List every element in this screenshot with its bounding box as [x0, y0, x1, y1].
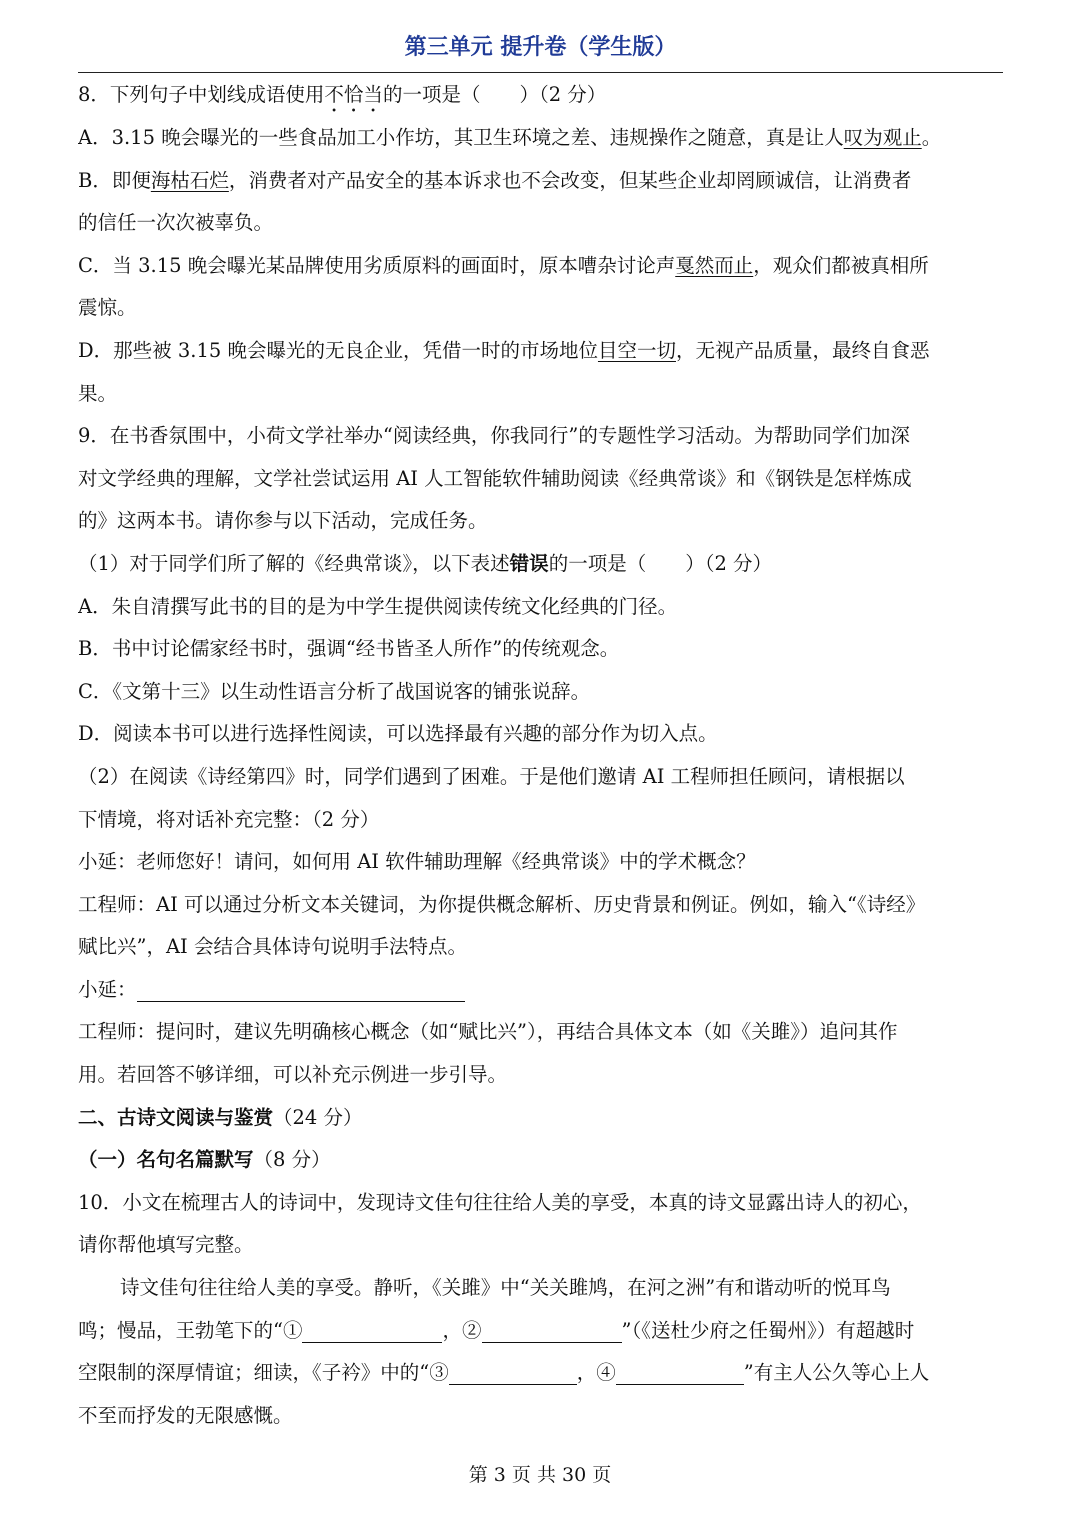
section-2-score: （24 分） [273, 1105, 363, 1129]
q10-text-before-blank4: ，④ [576, 1361, 616, 1385]
subsection-1-title: （一）名句名篇默写 [78, 1148, 254, 1172]
dialogue-student-1: 小延：老师您好！请问，如何用 AI 软件辅助理解《经典常谈》中的学术概念？ [78, 850, 756, 874]
q10-text-before-blank1: 鸣；慢品，王勃笔下的“① [78, 1318, 303, 1342]
q10-paragraph-line1: 诗文佳句往往给人美的享受。静听，《关雎》中“关关雎鸠，在河之洲”有和谐动听的悦耳鸟 [120, 1276, 891, 1300]
dialogue-student-label: 小延： [78, 977, 137, 1001]
q8-option-d-cont: 果。 [78, 381, 118, 405]
q8-c-end: ，观众们都被真相所 [753, 253, 929, 277]
subsection-1-score: （8 分） [253, 1148, 331, 1172]
q8-b-end: ，消费者对产品安全的基本诉求也不会改变，但某些企业却罔顾诚信，让消费者 [228, 168, 912, 192]
dialogue-engineer-2-line2: 用。若回答不够详细，可以补充示例进一步引导。 [78, 1063, 508, 1087]
answer-blank-2[interactable] [482, 1316, 622, 1343]
answer-blank-1[interactable] [302, 1316, 442, 1343]
q8-option-b-cont: 的信任一次次被辜负。 [78, 211, 274, 235]
q9-sub1-text: （1）对于同学们所了解的《经典常谈》，以下表述 [78, 551, 510, 575]
q9-option-c: C．《文第十三》以生动性语言分析了战国说客的铺张说辞。 [78, 679, 591, 703]
q10-paragraph-line2 [78, 1310, 1003, 1353]
dialogue-engineer-1-line2: 赋比兴”，AI 会结合具体诗句说明手法特点。 [78, 935, 467, 959]
q8-option-c-cont: 震惊。 [78, 296, 137, 320]
q9-option-d: D．阅读本书可以进行选择性阅读，可以选择最有兴趣的部分作为切入点。 [78, 722, 718, 746]
question-8-stem [78, 74, 1003, 117]
dialogue-student-2 [78, 969, 1003, 1012]
question-10-stem-line2: 请你帮他填写完整。 [78, 1233, 254, 1257]
answer-blank-4[interactable] [616, 1358, 744, 1385]
q10-text-after-blank2: ”（《送杜少府之任蜀州》）有超越时 [621, 1318, 915, 1342]
q8-c-idiom: 戛然而止 [675, 253, 754, 277]
question-9-stem-line3: 的》这两本书。请你参与以下活动，完成任务。 [78, 509, 488, 533]
section-2-title: 二、古诗文阅读与鉴赏 [78, 1105, 274, 1129]
q8-option-b [78, 160, 1003, 203]
q10-text-after-blank4: ”有主人公久等心上人 [743, 1361, 930, 1385]
q8-d-end: ，无视产品质量，最终自食恶 [675, 338, 930, 362]
dialogue-engineer-1-line1: 工程师：AI 可以通过分析文本关键词，为你提供概念解析、历史背景和例证。例如，输入“《诗经》 [78, 892, 926, 916]
q9-sub1-score: 的一项是（ ）（2 分） [548, 551, 773, 575]
question-9-stem-line2: 对文学经典的理解，文学社尝试运用 AI 人工智能软件辅助阅读《经典常谈》和《钢铁是怎样炼成 [78, 466, 912, 490]
answer-blank-3[interactable] [449, 1358, 577, 1385]
header-divider [78, 72, 1003, 73]
q8-emphasized-word: 不恰当 [324, 83, 383, 106]
q9-option-a: A．朱自清撰写此书的目的是为中学生提供阅读传统文化经典的门径。 [78, 594, 678, 618]
q10-paragraph-line4: 不至而抒发的无限感慨。 [78, 1403, 293, 1427]
q8-d-idiom: 目空一切 [597, 338, 676, 362]
q8-a-idiom: 叹为观止 [843, 126, 922, 149]
q10-paragraph-line3 [78, 1352, 1003, 1395]
q8-b-text: B．即便 [78, 168, 151, 192]
document-body [78, 74, 1003, 1437]
section-2-heading [78, 1097, 1003, 1140]
q8-b-idiom: 海枯石烂 [150, 168, 229, 192]
question-10-stem-line1: 10．小文在梳理古人的诗词中，发现诗文佳句往往给人美的享受，本真的诗文显露出诗人的初心， [78, 1190, 922, 1214]
question-9-stem-line1: 9．在书香氛围中，小荷文学社举办“阅读经典，你我同行”的专题性学习活动。为帮助同学们加深 [78, 424, 910, 448]
q8-a-end: 。 [921, 126, 942, 149]
q10-text-before-blank2: ，② [442, 1318, 482, 1342]
page-footer-number: 第 3 页 共 30 页 [468, 1464, 612, 1486]
q8-stem-text: 8．下列句子中划线成语使用 [78, 83, 325, 106]
q8-d-text: D．那些被 3.15 晚会曝光的无良企业，凭借一时的市场地位 [78, 338, 598, 362]
q9-sub1-stem [78, 543, 1003, 586]
dialogue-engineer-2-line1: 工程师：提问时，建议先明确核心概念（如“赋比兴”），再结合具体文本（如《关雎》）追问其作 [78, 1020, 898, 1044]
q9-sub1-keyword: 错误 [509, 551, 549, 575]
q9-option-b: B．书中讨论儒家经书时，强调“经书皆圣人所作”的传统观念。 [78, 637, 620, 661]
q8-option-c [78, 245, 1003, 288]
page-header-title: 第三单元 提升卷（学生版） [404, 35, 677, 60]
section-2-subheading [78, 1139, 1003, 1182]
q8-stem-score: 的一项是（ ）（2 分） [382, 83, 607, 106]
q10-text-before-blank3: 空限制的深厚情谊；细读，《子衿》中的“③ [78, 1361, 449, 1385]
q8-option-a [78, 117, 1003, 160]
answer-blank-dialogue[interactable] [137, 975, 465, 1002]
q9-sub2-line2: 下情境，将对话补充完整：（2 分） [78, 807, 380, 831]
q8-a-text: A．3.15 晚会曝光的一些食品加工小作坊，其卫生环境之差、违规操作之随意，真是让人 [78, 126, 844, 149]
q8-option-d [78, 330, 1003, 373]
q9-sub2-line1: （2）在阅读《诗经第四》时，同学们遇到了困难。于是他们邀请 AI 工程师担任顾问，请根据以 [78, 764, 905, 788]
q8-c-text: C．当 3.15 晚会曝光某品牌使用劣质原料的画面时，原本嘈杂讨论声 [78, 253, 676, 277]
